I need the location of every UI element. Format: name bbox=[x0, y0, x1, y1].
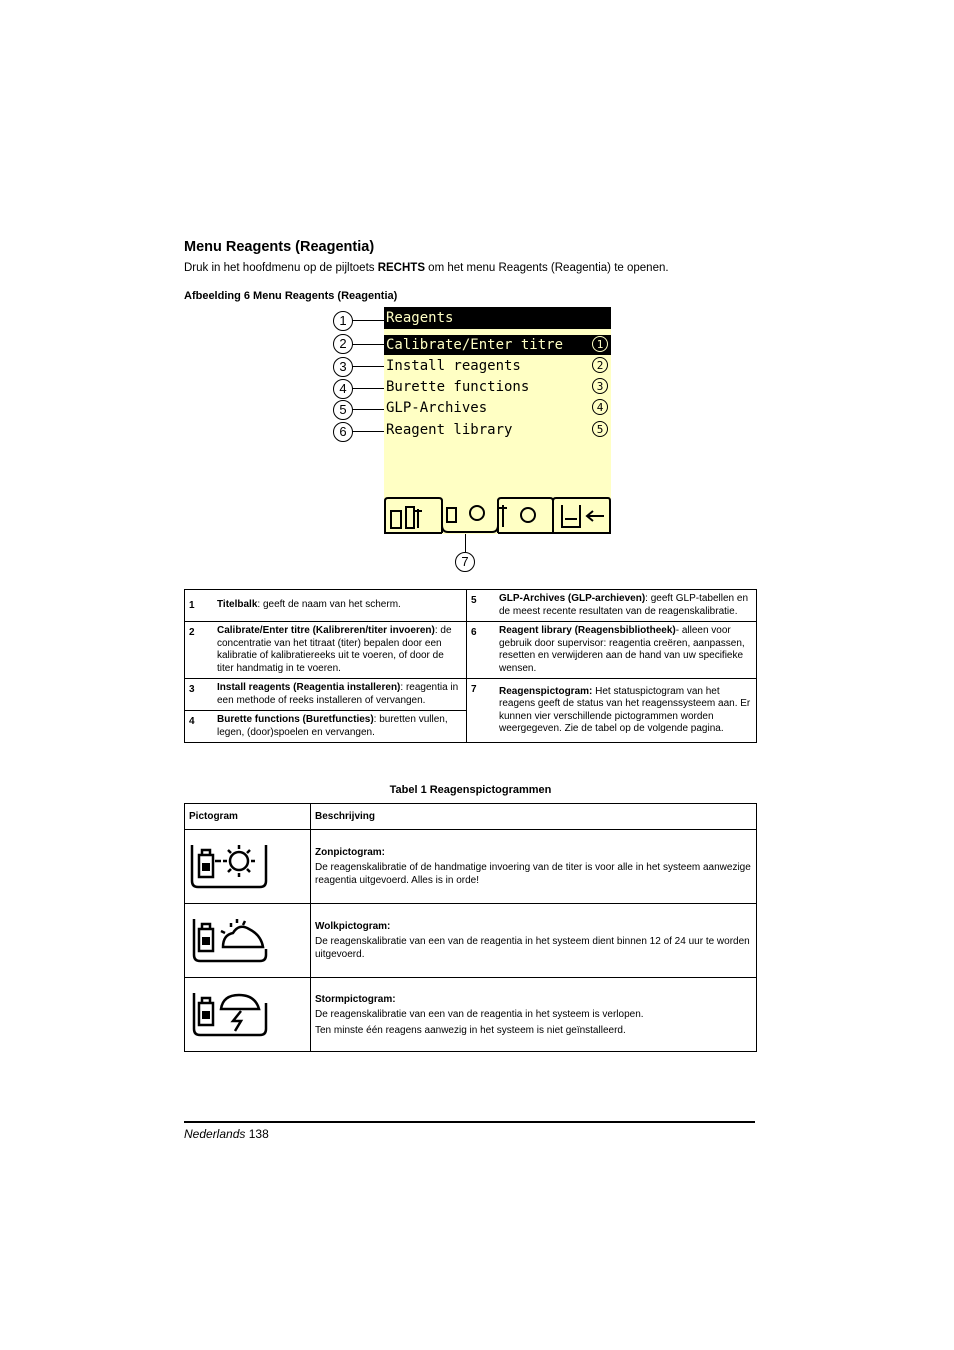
column-header: Pictogram bbox=[185, 804, 311, 830]
legend-table: 1 Titelbalk: geeft de naam van het scherm. 5 GLP-Archives (GLP-archieven): geeft GLP-tabellen en de meest recente resultaten van de reagenskalibratie. 2 Calibrate/Enter titre (Kalibreren/titer invoeren): de concentratie van het titraat (titer) bepalen door een kalibratie of kalibratiereeks uit te voeren, of door de titer handmatig in te voeren. 6 Reagent library (Reagensbibliotheek)- alleen voor gebruik door supervisor: reagentia creëren, aanpassen, resetten en verwijderen aan de hand van uw specifieke wensen. 3 Install reagents (Reagentia installeren): reagentia in een methode of reeks installeren of vervangen. 7 Reagenspictogram: Het statuspictogram van het reagens geeft de status van het reagenssysteem aan. Er kunnen vier verschillende pictogrammen worden weergegeven. Zie de tabel op de volgende pagina. 4 Burette functions (Buretfuncties): buretten vullen, legen, (door)spoelen en vervangen. bbox=[184, 589, 757, 743]
column-header: Beschrijving bbox=[311, 804, 757, 830]
figure-caption: Afbeelding 6 Menu Reagents (Reagentia) bbox=[184, 290, 398, 302]
menu-item-install-reagents[interactable]: Install reagents 2 bbox=[384, 356, 611, 376]
sun-reagent-icon bbox=[189, 839, 269, 891]
menu-item-burette-functions[interactable]: Burette functions 3 bbox=[384, 377, 611, 397]
pictogram-description: Ten minste één reagens aanwezig in het systeem is niet geïnstalleerd. bbox=[315, 1024, 626, 1036]
table-row bbox=[185, 830, 757, 904]
callout-2: 2 bbox=[333, 334, 353, 354]
intro-text: Druk in het hoofdmenu op de pijltoets RECHTS om het menu Reagents (Reagentia) te openen. bbox=[184, 262, 669, 274]
callout-1: 1 bbox=[333, 311, 353, 331]
callout-leader bbox=[465, 534, 466, 552]
menu-item-calibrate[interactable]: Calibrate/Enter titre 1 bbox=[384, 335, 611, 355]
page-footer: Nederlands 138 bbox=[184, 1127, 269, 1141]
callout-7: 7 bbox=[455, 552, 475, 572]
callout-leader bbox=[352, 366, 384, 367]
menu-item-glp-archives[interactable]: GLP-Archives 4 bbox=[384, 398, 611, 418]
screen-tab-bar bbox=[384, 497, 611, 534]
pictogram-name: Stormpictogram: bbox=[315, 993, 396, 1005]
pictogram-name: Zonpictogram: bbox=[315, 847, 385, 858]
screen-title-bar: Reagents bbox=[384, 307, 611, 329]
callout-4: 4 bbox=[333, 379, 353, 399]
pictogram-name: Wolkpictogram: bbox=[315, 921, 391, 932]
footer-divider bbox=[184, 1121, 755, 1123]
cloud-reagent-icon bbox=[189, 913, 269, 965]
callout-3: 3 bbox=[333, 357, 353, 377]
key-name: RECHTS bbox=[377, 262, 425, 274]
callout-leader bbox=[352, 344, 384, 345]
callout-5: 5 bbox=[333, 400, 353, 420]
pictogram-description: De reagenskalibratie van een van de reagentia in het systeem is verlopen. bbox=[315, 1008, 644, 1020]
section-heading: Menu Reagents (Reagentia) bbox=[184, 239, 375, 255]
menu-item-reagent-library[interactable]: Reagent library 5 bbox=[384, 420, 611, 440]
storm-reagent-icon bbox=[189, 987, 269, 1039]
pictogram-description: De reagenskalibratie of de handmatige invoering van de titer is voor alle in het systeem aanwezige reagentia uitgevoerd. Alles is in orde! bbox=[315, 862, 751, 886]
callout-leader bbox=[352, 409, 384, 410]
pictogram-description: De reagenskalibratie van een van de reagentia in het systeem dient binnen 12 of 24 uur te worden uitgevoerd. bbox=[315, 936, 750, 960]
callout-leader bbox=[352, 388, 384, 389]
reagents-menu-screen bbox=[384, 307, 611, 534]
pictogram-table bbox=[184, 803, 757, 1052]
callout-leader bbox=[352, 320, 384, 321]
callout-leader bbox=[352, 431, 384, 432]
table-row bbox=[185, 978, 757, 1052]
tab-calibration bbox=[498, 498, 553, 533]
table-row bbox=[185, 904, 757, 978]
table-caption: Tabel 1 Reagenspictogrammen bbox=[389, 784, 552, 796]
callout-6: 6 bbox=[333, 422, 353, 442]
